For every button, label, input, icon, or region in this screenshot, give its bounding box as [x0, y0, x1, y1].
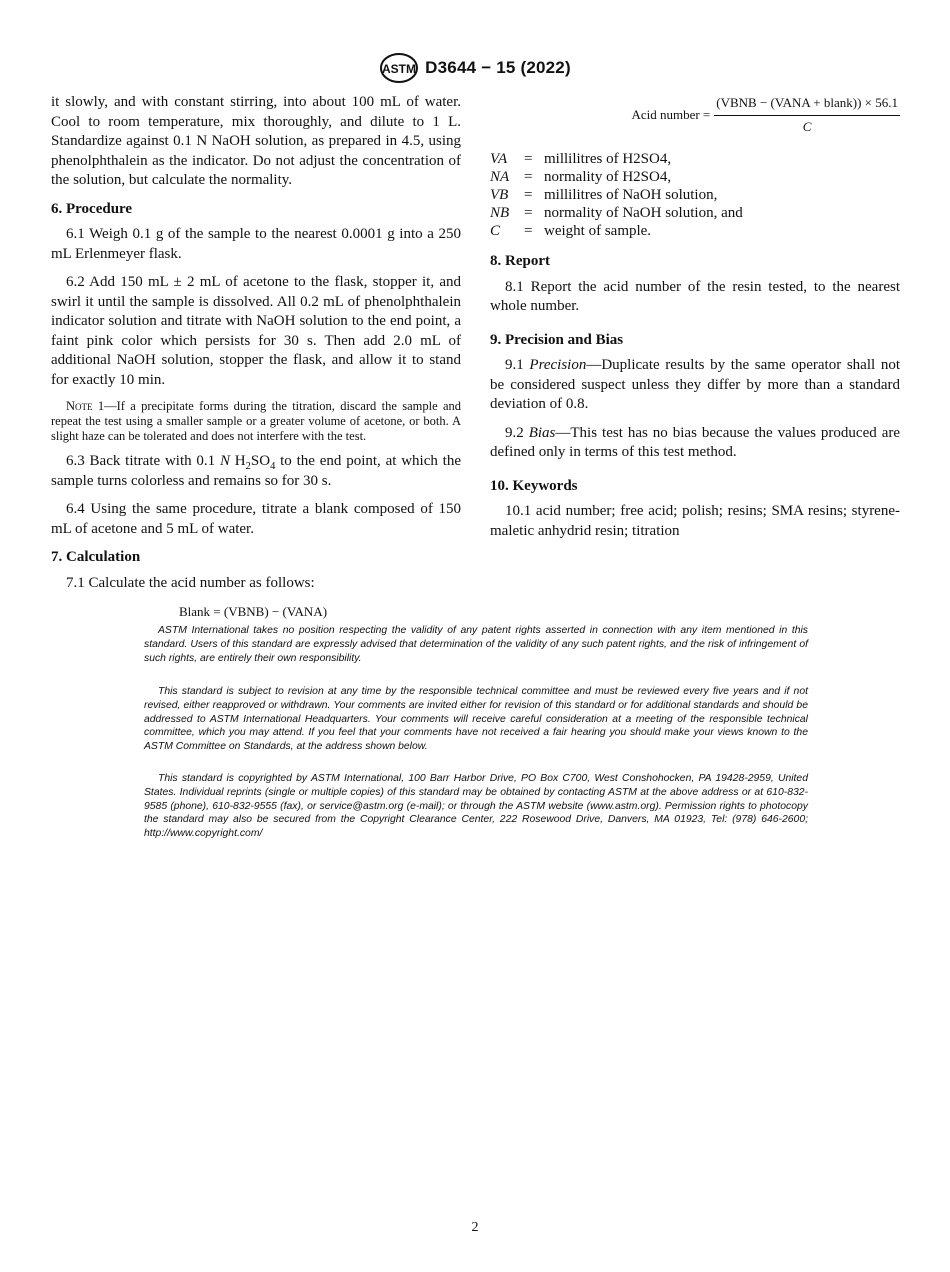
section-9-heading: 9. Precision and Bias [490, 331, 624, 348]
definition-row: NB = normality of NaOH solution, and [490, 205, 743, 221]
page-header [0, 52, 950, 84]
astm-logo-icon [379, 52, 419, 84]
paragraph-7-1: 7.1 Calculate the acid number as follows: [66, 574, 315, 591]
note-label: Note 1 [66, 399, 105, 413]
definition-row: VA = millilitres of H2SO4, [490, 151, 672, 167]
section-10-heading: 10. Keywords [490, 477, 578, 494]
note-1 [51, 399, 461, 444]
copyright-notice: This standard is copyrighted by ASTM International, 100 Barr Harbor Drive, PO Box C700, West Conshohocken, PA 19428-2959, United States. Individual reprints (single or multiple copies) of this standard may be obtained by contacting ASTM at the above address or at 610-832-9585 (phone), 610-832-9555 (fax), or service@astm.org (e-mail); or through the ASTM website (www.astm.org). Permission rights to photocopy the standard may also be secured from the Copyright Clearance Center, 222 Rosewood Drive, Danvers, MA 01923, Tel: (978) 646-2600; http://www.copyright.com/ [144, 773, 808, 840]
paragraph-9-1: 9.1 Precision—Duplicate results by the same operator shall not be considered suspect unless they differ by more than a standard deviation of 0.8. [490, 357, 900, 412]
left-column [51, 93, 461, 622]
section-7-heading: 7. Calculation [51, 549, 141, 565]
paragraph-8-1: 8.1 Report the acid number of the resin tested, to the nearest whole number. [490, 278, 900, 314]
blank-equation-expr: (VBNB) − (VANA) [223, 604, 328, 619]
document-designation: D3644 − 15 (2022) [425, 58, 571, 77]
patent-notice: ASTM International takes no position respecting the validity of any patent rights asserted in connection with any item mentioned in this standard. Users of this standard are expressly advised that determination of the validity of any such patent rights, and the risk of infringement of such rights, are entirely their own responsibility. [144, 625, 808, 664]
acid-number-denominator: C [802, 118, 812, 134]
page-number: 2 [471, 1220, 479, 1235]
acid-number-numerator: (VBNB − (VANA + blank)) × 56.1 [714, 93, 900, 116]
paragraph-6-3: 6.3 Back titrate with 0.1 N $H_2SO_4$ to the end point, at which the sample turns colorless and remains so for 30 s. [51, 453, 461, 489]
svg-text:ASTM: ASTM [382, 62, 417, 76]
definition-row: VB = millilitres of NaOH solution, [490, 187, 718, 203]
revision-notice: This standard is subject to revision at any time by the responsible technical committee and must be reviewed every five years and if not revised, either reapproved or withdrawn. Your comments are invited either for revision of this standard or for additional standards and should be addressed to ASTM International Headquarters. Your comments will receive careful consideration at a meeting of the responsible technical committee, which you may attend. If you feel that your comments have not received a fair hearing you should make your views known to the ASTM Committee on Standards, at the address shown below. [144, 686, 808, 753]
paragraph-10-1: 10.1 acid number; free acid; polish; resins; SMA resins; styrene-maletic anhydrid resin; titration [490, 503, 900, 539]
blank-equation: Blank = (VBNB) − (VANA) [179, 604, 328, 619]
note-text: —If a precipitate forms during the titration, discard the sample and repeat the test using a smaller sample or a greater volume of acetone, or both. A slight haze can be tolerated and does not interfere with the test. [51, 399, 461, 443]
acid-number-equation: Acid number = $\frac{\text{(VBNB − (VANA + blank)) × 56.1}}{C}$ [490, 93, 900, 136]
section-6-heading: 6. Procedure [51, 200, 133, 217]
section-8-heading: 8. Report [490, 253, 550, 269]
paragraph-6-1: 6.1 Weigh 0.1 g of the sample to the nearest 0.0001 g into a 250 mL Erlenmeyer flask. [51, 226, 461, 262]
right-column [490, 93, 900, 550]
variable-definitions [490, 150, 900, 240]
paragraph-6-2: 6.2 Add 150 mL ± 2 mL of acetone to the flask, stopper it, and swirl it until the sample is dissolved. All 0.2 mL of phenolphthalein indicator solution and titrate with NaOH solution to the end point, a faint pink color which persists for 30 s. Then add 2.0 mL of additional NaOH solution, stopper the flask, and allow it to stand for exactly 10 min. [51, 274, 461, 388]
intro-paragraph: it slowly, and with constant stirring, into about 100 mL of water. Cool to room temperature, mix thoroughly, and dilute to 1 L. Standardize against 0.1 N NaOH solution, as prepared in 4.5, using phenolphthalein as the indicator. Do not adjust the concentration of the solution, but calculate the normality. [51, 94, 461, 188]
definition-row: C = weight of sample. [490, 223, 652, 239]
paragraph-9-2: 9.2 Bias—This test has no bias because the values produced are defined only in terms of this test method. [490, 424, 900, 460]
paragraph-6-4: 6.4 Using the same procedure, titrate a blank composed of 150 mL of acetone and 5 mL of water. [51, 501, 461, 537]
definition-row: NA = normality of H2SO4, [490, 169, 672, 185]
